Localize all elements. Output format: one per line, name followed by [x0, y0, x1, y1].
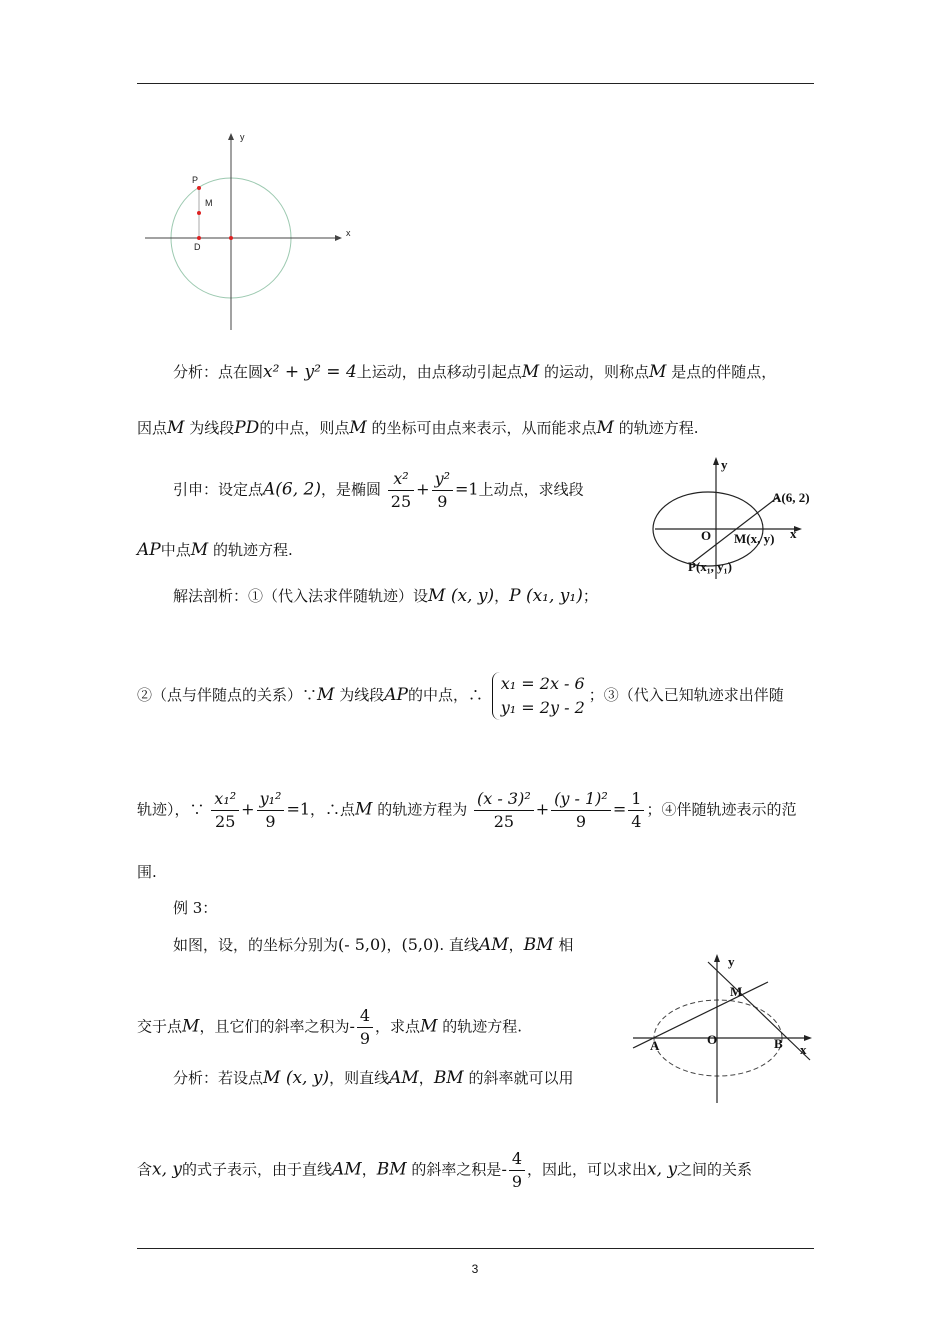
point-B-label: B: [774, 1036, 783, 1051]
axis-x-label: x: [800, 1042, 807, 1057]
axis-y-label: y: [721, 457, 728, 472]
origin-label: O: [701, 528, 712, 543]
axis-y-label: y: [240, 132, 245, 142]
solution-line-3: 轨迹），∵ $\frac{\text{x₁²}}{25}$ + $\frac{\text{y₁²}}{9}$ =1，∴点M 的轨迹方程为 $\frac{\text{(x - 3)²}}{25}$ + $\frac{\text{(y - 1)²}}{9}$ = $\frac{1}{4}$ ；④伴随轨迹表示的范: [137, 789, 797, 831]
point-P-label: P(x₁, y₁): [688, 559, 732, 574]
origin-label: O: [707, 1032, 718, 1047]
analysis-line-2: 因点M 为线段PD的中点，则点M 的坐标可由点来表示，从而能求点M 的轨迹方程.: [137, 418, 699, 438]
point-A-label: A: [650, 1038, 660, 1053]
point-M-label: M: [730, 984, 743, 999]
example-3-analysis: 分析：若设点M (x, y)，则直线AM，BM 的斜率就可以用: [173, 1068, 574, 1088]
point-A-label: A(6, 2): [772, 490, 810, 505]
solution-line-1: 解法剖析：①（代入法求伴随轨迹）设M (x, y)，P (x₁, y₁)；: [173, 586, 598, 606]
axis-x-label: x: [790, 526, 797, 541]
example-3-line-2: 交于点M，且它们的斜率之积为- $\frac{4}{9}$ ，求点M 的轨迹方程.: [137, 1006, 523, 1048]
solution-line-2: ②（点与伴随点的关系）∵M 为线段AP的中点，∴ x₁ = 2x - 6 y₁ = 2y - 2 ；③（代入已知轨迹求出伴随: [137, 672, 817, 720]
point-M-label: M: [205, 198, 213, 208]
axis-y-label: y: [728, 954, 735, 969]
point-P-label: P: [192, 175, 199, 185]
analysis-line-1: 分析：点在圆x² + y² = 4上运动，由点移动引起点M 的运动，则称点M 是点的伴随点，: [173, 362, 777, 382]
ellipse-frac-x: $\frac{\text{x²}}{25}$: [388, 468, 414, 513]
point-D-label: D: [194, 242, 201, 252]
extension-line-2: AP中点M 的轨迹方程.: [137, 540, 293, 560]
ellipse-figure-1: [650, 455, 820, 580]
axis-x-label: x: [346, 228, 351, 238]
header-rule: [137, 83, 814, 84]
example-3-line-1: 如图，设，的坐标分别为(- 5,0)，(5,0). 直线AM，BM 相: [173, 935, 574, 955]
circle-figure: [140, 128, 360, 333]
midpoint-system: x₁ = 2x - 6 y₁ = 2y - 2: [492, 672, 585, 720]
circle-equation: x² + y² = 4: [263, 362, 357, 382]
ellipse-figure-2: [628, 948, 823, 1108]
point-A: A(6, 2): [263, 479, 321, 500]
extension-line-1: 引申：设定点A(6, 2)，是椭圆 $\frac{\text{x²}}{25}$ + $\frac{\text{y²}}{9}$ =1上动点，求线段: [173, 469, 584, 511]
example-3-last-line: 含x, y的式子表示，由于直线AM，BM 的斜率之积是- $\frac{4}{9}$ ，因此，可以求出x, y之间的关系: [137, 1149, 753, 1191]
footer-rule: [137, 1248, 814, 1249]
page-number: 3: [471, 1262, 479, 1276]
point-M-label: M(x, y): [734, 531, 775, 546]
solution-line-4: 围.: [137, 863, 157, 881]
example-3-heading: 例 3：: [173, 899, 218, 917]
ellipse-frac-y: $\frac{\text{y²}}{9}$: [432, 468, 453, 513]
